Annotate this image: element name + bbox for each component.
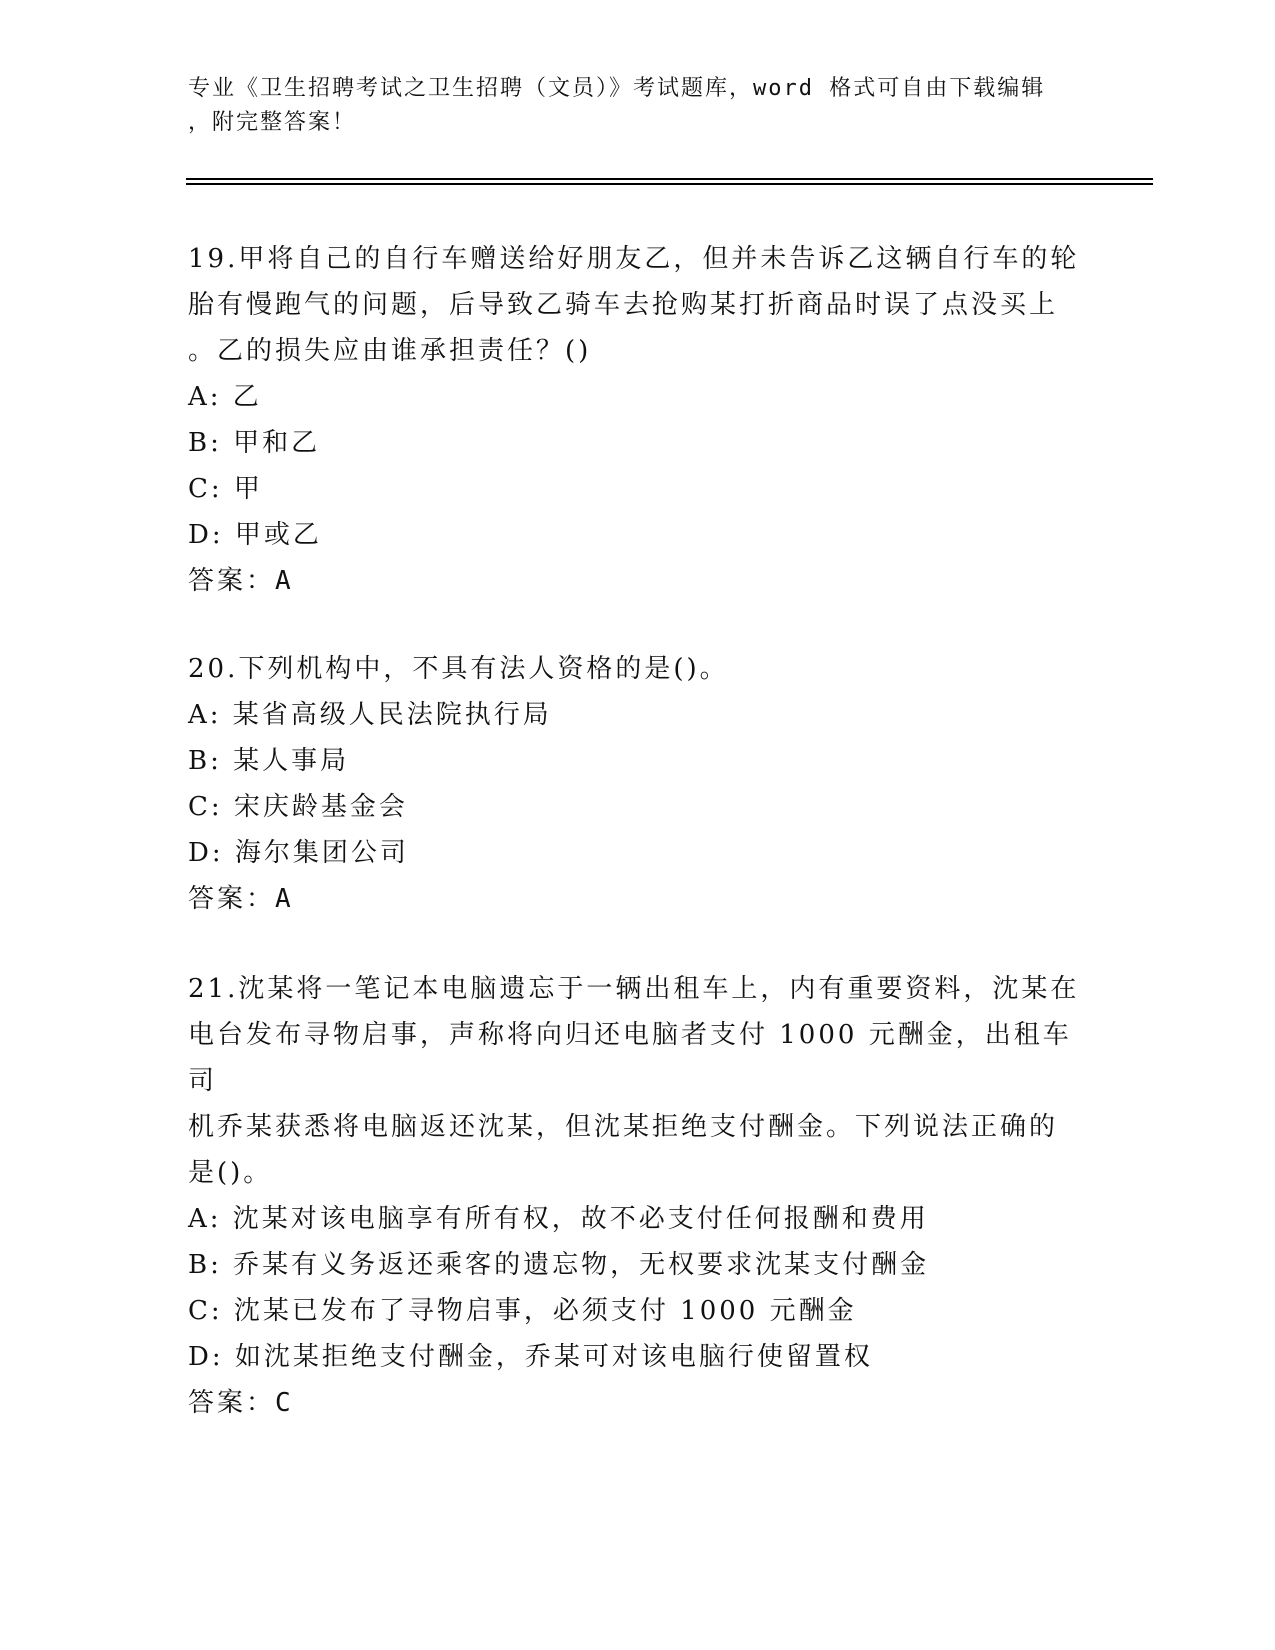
question-stem-line: 20.下列机构中，不具有法人资格的是()。: [188, 654, 729, 684]
answer-value: C: [275, 1388, 294, 1418]
answer-label: 答案：: [188, 884, 276, 914]
answer-value: A: [275, 884, 294, 914]
option-a: A: 某省高级人民法院执行局: [188, 700, 552, 730]
question-stem-line: 21.沈某将一笔记本电脑遗忘于一辆出租车上，内有重要资料，沈某在: [188, 974, 1080, 1004]
question-stem-line: 胎有慢跑气的问题，后导致乙骑车去抢购某打折商品时误了点没买上: [188, 290, 1059, 320]
option-b: B: 甲和乙: [188, 428, 321, 458]
answer-line: [188, 876, 1088, 922]
answer-label: 答案：: [188, 1388, 276, 1418]
question-stem-line: 是()。: [188, 1158, 273, 1188]
answer-line: [188, 1380, 1088, 1426]
option-a: A: 沈某对该电脑享有所有权，故不必支付任何报酬和费用: [188, 1204, 929, 1234]
document-header: [188, 72, 1088, 140]
answer-value: A: [275, 566, 294, 596]
header-divider-top: [186, 178, 1153, 180]
option-c: C: 宋庆龄基金会: [188, 792, 408, 822]
question-20: [188, 646, 1088, 922]
option-d: D: 甲或乙: [188, 520, 322, 550]
header-line-1: 专业《卫生招聘考试之卫生招聘（文员）》考试题库，word 格式可自由下载编辑: [188, 76, 1046, 101]
question-stem-line: 电台发布寻物启事，声称将向归还电脑者支付 1000 元酬金，出租车司: [188, 1020, 1072, 1096]
question-stem-line: 机乔某获悉将电脑返还沈某，但沈某拒绝支付酬金。下列说法正确的: [188, 1112, 1059, 1142]
option-d: D: 海尔集团公司: [188, 838, 409, 868]
option-a: A: 乙: [188, 382, 262, 412]
header-divider-bottom: [186, 183, 1153, 185]
option-c: C: 沈某已发布了寻物启事，必须支付 1000 元酬金: [188, 1296, 857, 1326]
option-c: C: 甲: [188, 474, 263, 504]
option-b: B: 某人事局: [188, 746, 350, 776]
question-19: [188, 236, 1088, 604]
header-line-2: ，附完整答案！: [188, 110, 357, 135]
option-d: D: 如沈某拒绝支付酬金，乔某可对该电脑行使留置权: [188, 1342, 873, 1372]
option-b: B: 乔某有义务返还乘客的遗忘物，无权要求沈某支付酬金: [188, 1250, 930, 1280]
answer-label: 答案：: [188, 566, 276, 596]
question-21: [188, 966, 1088, 1426]
answer-line: [188, 558, 1088, 604]
question-stem-line: 19.甲将自己的自行车赠送给好朋友乙，但并未告诉乙这辆自行车的轮: [188, 244, 1080, 274]
question-stem-line: 。乙的损失应由谁承担责任？(): [188, 336, 592, 366]
